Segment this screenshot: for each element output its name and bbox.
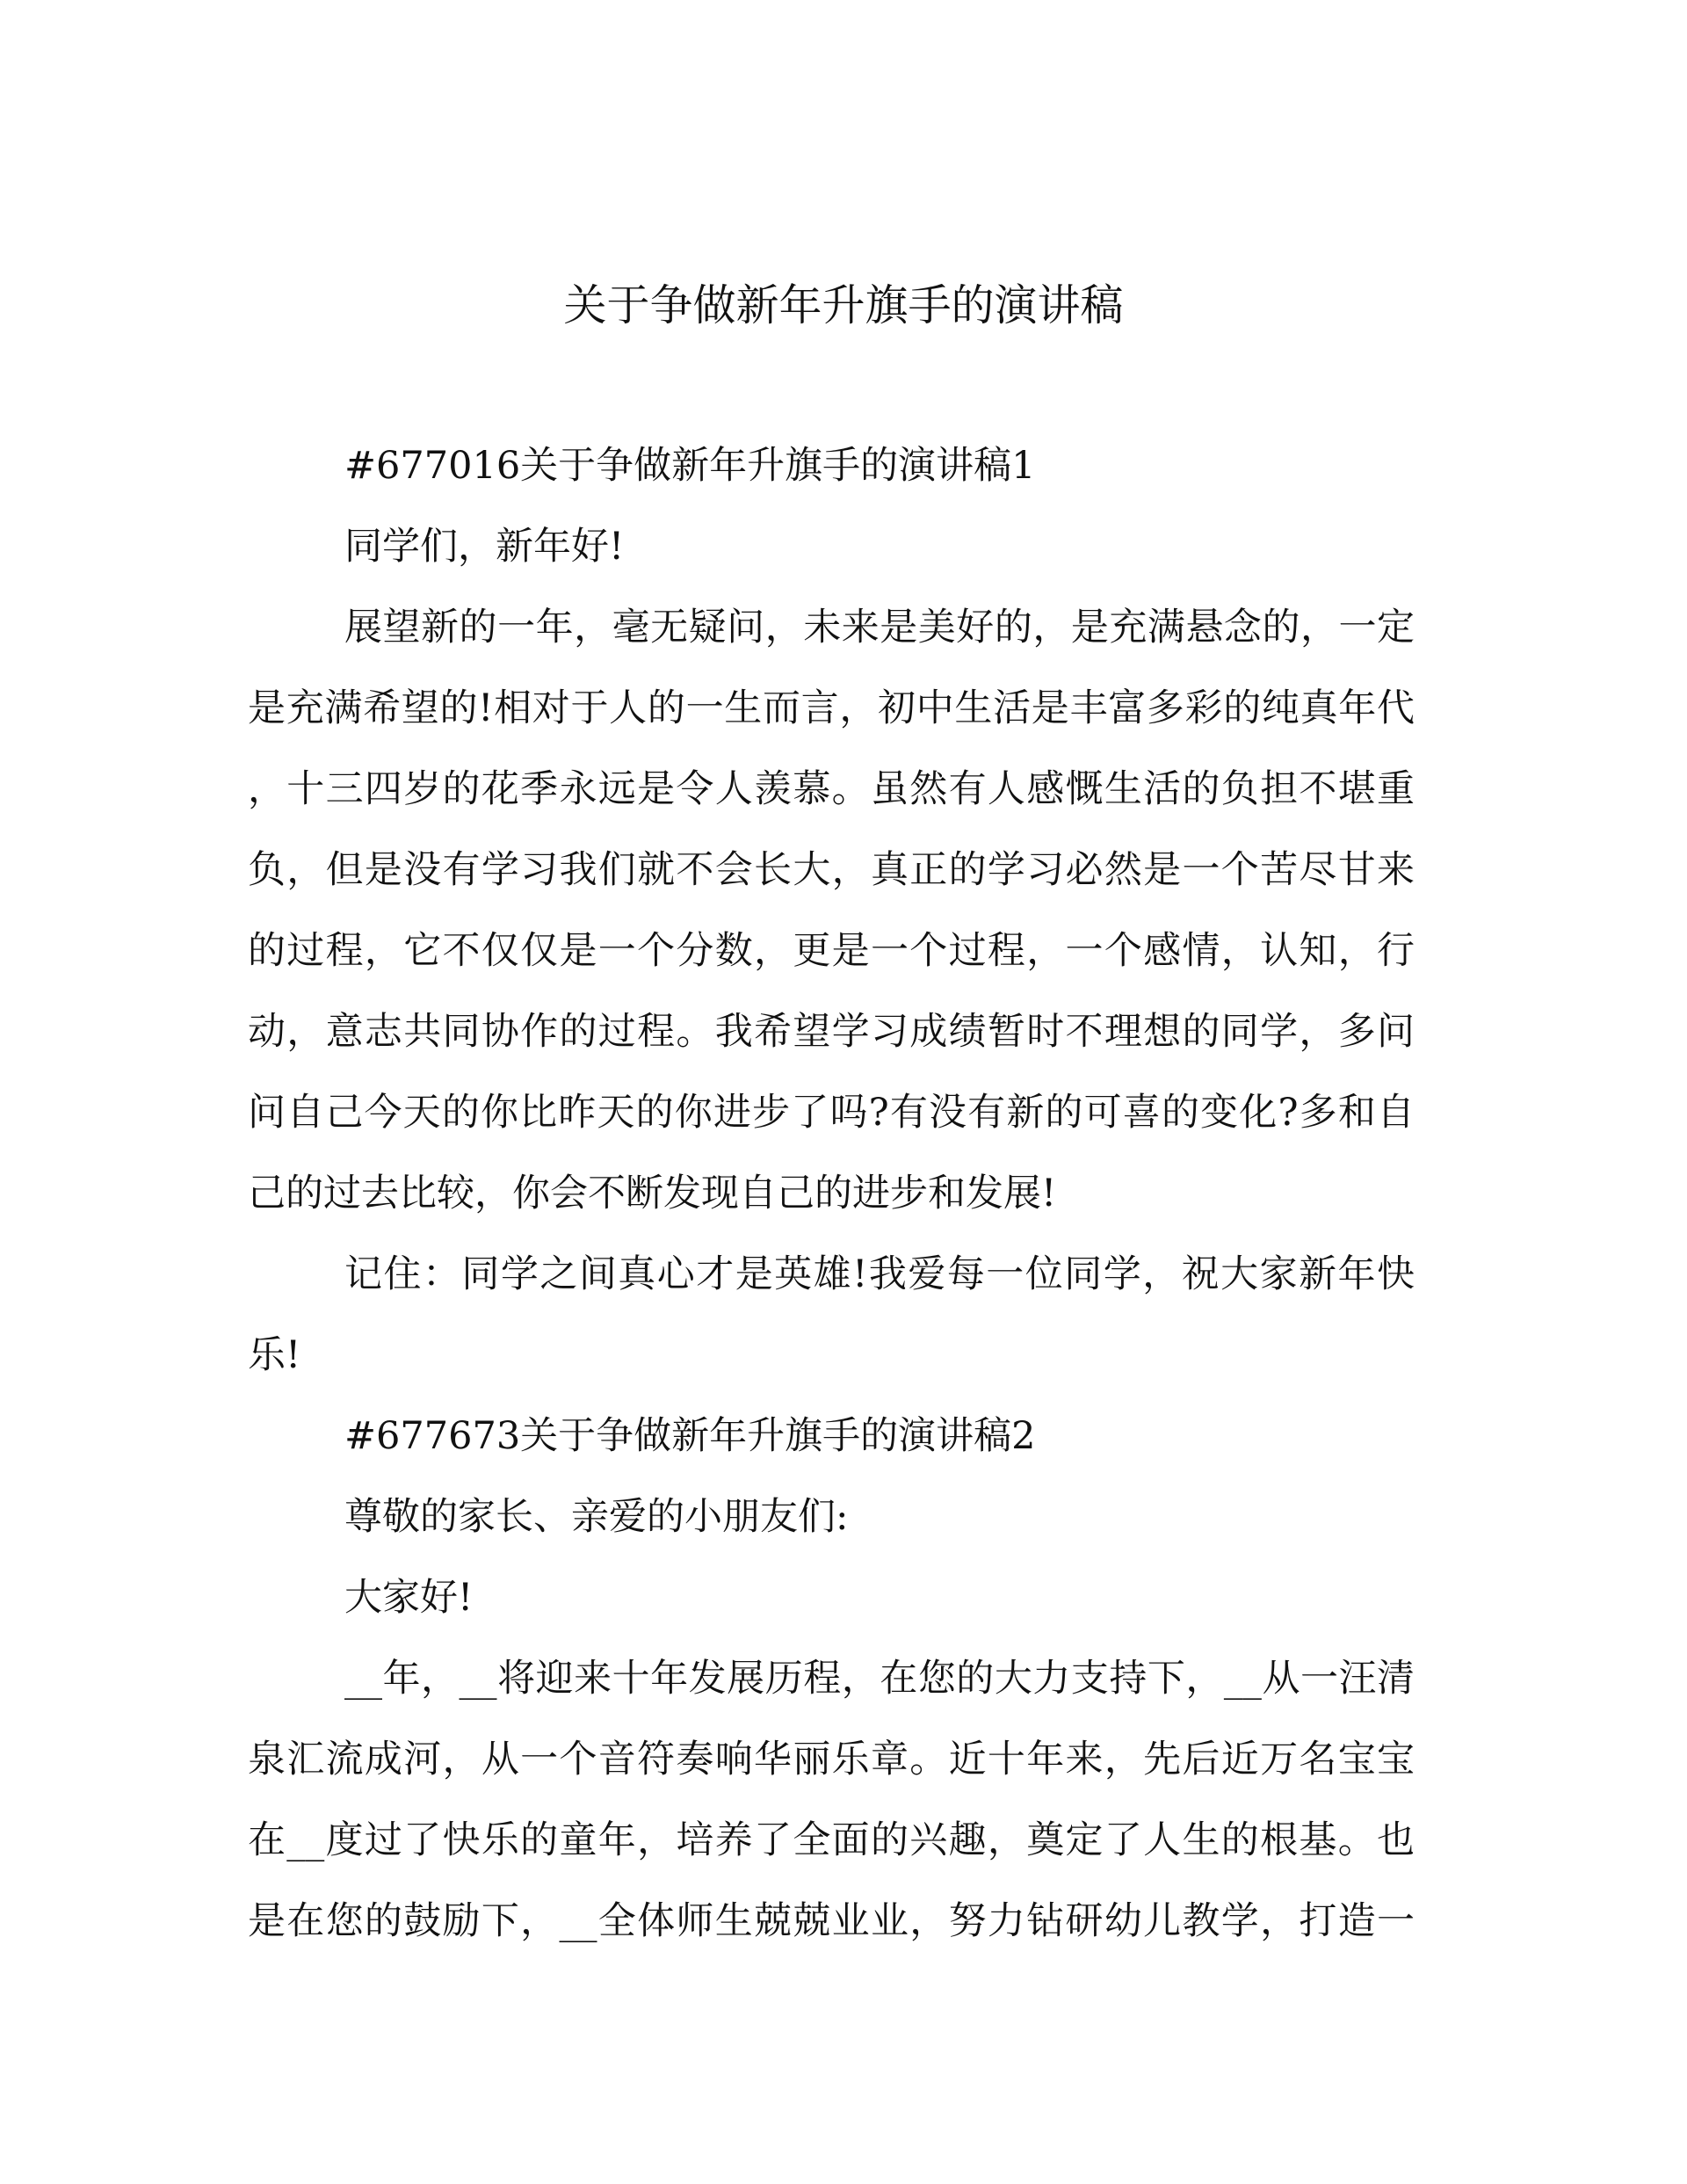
- section-heading: #677673关于争做新年升旗手的演讲稿2: [344, 1414, 1036, 1458]
- paragraph-line: 己的过去比较，你会不断发现自己的进步和发展!: [248, 1172, 1057, 1215]
- paragraph-line: 在__度过了快乐的童年，培养了全面的兴趣，奠定了人生的根基。也: [248, 1818, 1415, 1862]
- paragraph-line: 泉汇流成河，从一个音符奏响华丽乐章。近十年来，先后近万名宝宝: [248, 1738, 1415, 1781]
- section-heading: #677016关于争做新年升旗手的演讲稿1: [344, 444, 1036, 488]
- document-title: 关于争做新年升旗手的演讲稿: [563, 280, 1124, 330]
- salutation: 同学们，新年好!: [344, 525, 625, 569]
- paragraph-line: 问自己今天的你比昨天的你进步了吗?有没有新的可喜的变化?多和自: [248, 1091, 1415, 1135]
- greeting: 大家好!: [344, 1576, 474, 1620]
- paragraph-line: 负，但是没有学习我们就不会长大，真正的学习必然是一个苦尽甘来: [248, 848, 1415, 892]
- salutation: 尊敬的家长、亲爱的小朋友们:: [344, 1495, 849, 1539]
- paragraph-line: 的过程，它不仅仅是一个分数，更是一个过程，一个感情，认知，行: [248, 929, 1415, 973]
- paragraph-line: 是在您的鼓励下，__全体师生兢兢业业，努力钻研幼儿教学，打造一: [248, 1899, 1415, 1943]
- paragraph-line: 记住：同学之间真心才是英雄!我爱每一位同学，祝大家新年快: [344, 1252, 1415, 1296]
- paragraph-line: __年，__将迎来十年发展历程，在您的大力支持下，__从一汪清: [344, 1657, 1415, 1701]
- paragraph-line: 展望新的一年，毫无疑问，未来是美好的，是充满悬念的，一定: [344, 606, 1415, 649]
- paragraph-line: ，十三四岁的花季永远是令人羡慕。虽然有人感慨生活的负担不堪重: [248, 767, 1415, 811]
- paragraph-line: 动，意志共同协作的过程。我希望学习成绩暂时不理想的同学，多问: [248, 1010, 1415, 1054]
- paragraph-line: 是充满希望的!相对于人的一生而言，初中生活是丰富多彩的纯真年代: [248, 686, 1415, 730]
- paragraph-line: 乐!: [248, 1333, 301, 1377]
